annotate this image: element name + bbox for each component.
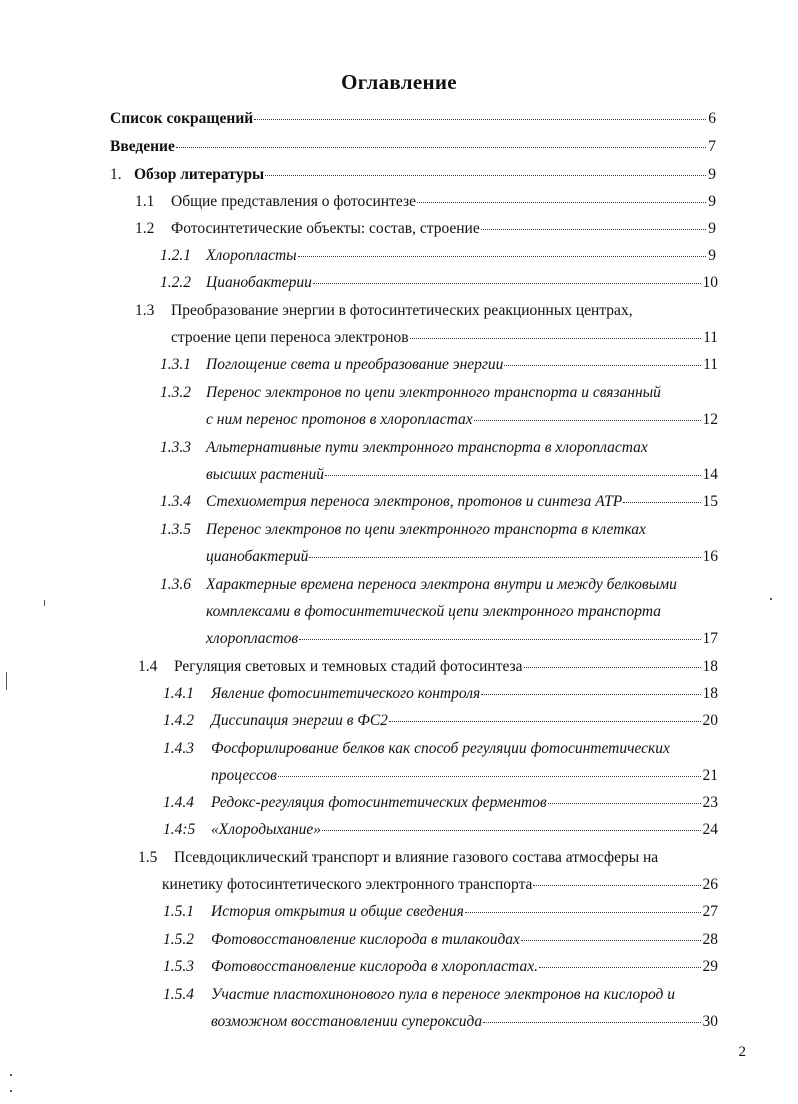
toc-entry-1-3-2-line1[interactable] — [160, 384, 661, 402]
toc-entry-number: 1.3 — [135, 302, 155, 319]
toc-entry-1-5-4-line1[interactable] — [163, 986, 675, 1004]
leader-dots — [481, 229, 707, 230]
toc-entry-number: 1.4.2 — [163, 712, 194, 729]
toc-entry-1-3-6-line1[interactable] — [160, 576, 677, 594]
leader-dots — [417, 202, 706, 203]
toc-entry-text: Фотосинтетические объекты: состав, строение — [171, 220, 480, 237]
toc-entry-number: 1.3.6 — [160, 576, 191, 593]
toc-entry-page: 9 — [708, 247, 716, 264]
toc-entry-page: 23 — [702, 794, 718, 811]
toc-entry-1-3-5-line2[interactable] — [206, 548, 718, 566]
leader-dots — [521, 940, 701, 941]
toc-entry-page: 28 — [702, 931, 718, 948]
toc-entry-1-5-line2[interactable] — [162, 876, 718, 894]
toc-entry-text: кинетику фотосинтетического электронного транспорта — [162, 876, 533, 893]
toc-entry-1-3-line2[interactable] — [171, 329, 718, 347]
toc-entry-text: Фотовосстановление кислорода в тилакоидах — [211, 931, 520, 948]
toc-entry-page: 17 — [702, 630, 718, 647]
toc-entry-number: 1.3.3 — [160, 439, 191, 456]
leader-dots — [389, 721, 701, 722]
toc-entry-1-3-3-line2[interactable] — [206, 466, 718, 484]
toc-entry-number: 1.4 — [138, 658, 158, 675]
leader-dots — [465, 912, 701, 913]
toc-entry-text: процессов — [211, 767, 277, 784]
toc-entry-text: Стехиометрия переноса электронов, протонов и синтеза АТР — [206, 493, 623, 510]
toc-entry-number: 1.3.5 — [160, 521, 191, 538]
toc-entry-page: 6 — [708, 110, 716, 127]
leader-dots — [504, 365, 701, 366]
toc-entry-1-3-5-line1[interactable] — [160, 521, 646, 539]
toc-entry-text: с ним перенос протонов в хлоропластах — [206, 411, 473, 428]
toc-entry-number: 1.3.1 — [160, 356, 191, 373]
toc-entry-text: Редокс-регуляция фотосинтетических ферментов — [211, 794, 547, 811]
leader-dots — [481, 694, 700, 695]
leader-dots — [325, 475, 701, 476]
toc-entry-1-4[interactable] — [138, 658, 718, 676]
toc-entry-abbreviations[interactable] — [110, 110, 716, 128]
toc-entry-number: 1.4.1 — [163, 685, 194, 702]
toc-entry-text: высших растений — [206, 466, 324, 483]
toc-entry-1-2-1[interactable] — [160, 247, 716, 265]
leader-dots — [410, 338, 701, 339]
toc-entry-number: 1. — [110, 166, 122, 183]
toc-entry-text: Перенос электронов по цепи электронного транспорта и связанный — [206, 384, 661, 401]
leader-dots — [539, 967, 701, 968]
toc-entry-text: Поглощение света и преобразование энергии — [206, 356, 504, 373]
leader-dots — [548, 803, 701, 804]
toc-entry-introduction[interactable] — [110, 138, 716, 156]
toc-entry-text: История открытия и общие сведения — [211, 903, 464, 920]
toc-entry-1-2-2[interactable] — [160, 274, 718, 292]
scan-speck — [770, 598, 772, 600]
toc-entry-1-4-3-line2[interactable] — [211, 767, 718, 785]
toc-entry-page: 16 — [702, 548, 718, 565]
toc-entry-1-3-6-line2[interactable] — [206, 603, 661, 621]
toc-entry-1-3-6-line3[interactable] — [206, 630, 718, 648]
toc-entry-1-3-4[interactable] — [160, 493, 718, 511]
toc-entry-page: 11 — [703, 329, 718, 346]
toc-entry-page: 9 — [708, 193, 716, 210]
toc-entry-text: Преобразование энергии в фотосинтетических реакционных центрах, — [171, 302, 633, 319]
toc-entry-number: 1.5.4 — [163, 986, 194, 1003]
leader-dots — [298, 256, 707, 257]
scan-speck — [44, 600, 45, 606]
toc-entry-1-4-2[interactable] — [163, 712, 718, 730]
toc-entry-number: 1.5.2 — [163, 931, 194, 948]
toc-entry-1-4-3-line1[interactable] — [163, 740, 670, 758]
leader-dots — [278, 776, 701, 777]
toc-entry-text: Участие пластохинонового пула в переносе электронов на кислород и — [211, 986, 675, 1003]
leader-dots — [483, 1022, 700, 1023]
toc-entry-1-1[interactable] — [135, 193, 716, 211]
toc-entry-page: 21 — [702, 767, 718, 784]
toc-entry-page: 9 — [708, 166, 716, 183]
leader-dots — [524, 667, 701, 668]
scan-speck — [10, 1074, 12, 1076]
leader-dots — [322, 830, 700, 831]
toc-entry-page: 10 — [702, 274, 718, 291]
toc-entry-page: 11 — [703, 356, 718, 373]
toc-entry-1-5-2[interactable] — [163, 931, 718, 949]
toc-entry-page: 18 — [702, 685, 718, 702]
toc-entry-number: 1.2.1 — [160, 247, 191, 264]
toc-entry-1-4-5[interactable] — [163, 821, 718, 839]
toc-entry-text: Фотовосстановление кислорода в хлоропластах. — [211, 958, 538, 975]
toc-entry-text: Альтернативные пути электронного транспорта в хлоропластах — [206, 439, 648, 456]
toc-entry-1-5-4-line2[interactable] — [211, 1013, 718, 1031]
toc-entry-text: хлоропластов — [206, 630, 299, 647]
toc-entry-text: комплексами в фотосинтетической цепи электронного транспорта — [206, 603, 661, 620]
toc-entry-text: Характерные времена переноса электрона внутри и между белковыми — [206, 576, 677, 593]
toc-entry-number: 1.4.3 — [163, 740, 194, 757]
toc-entry-text: Введение — [110, 138, 175, 155]
toc-entry-text: цианобактерий — [206, 548, 309, 565]
toc-entry-1-5-3[interactable] — [163, 958, 718, 976]
toc-entry-page: 18 — [702, 658, 718, 675]
scan-speck — [6, 672, 7, 690]
toc-entry-text: Список сокращений — [110, 110, 254, 127]
toc-entry-text: возможном восстановлении супероксида — [211, 1013, 483, 1030]
toc-entry-number: 1.2.2 — [160, 274, 191, 291]
toc-entry-number: 1.2 — [135, 220, 155, 237]
toc-entry-page: 26 — [702, 876, 718, 893]
toc-entry-text: Перенос электронов по цепи электронного транспорта в клетках — [206, 521, 646, 538]
leader-dots — [533, 885, 700, 886]
leader-dots — [176, 147, 706, 148]
toc-entry-text: Общие представления о фотосинтезе — [171, 193, 416, 210]
toc-entry-1-2[interactable] — [135, 220, 716, 238]
toc-entry-text: «Хлородыхание» — [211, 821, 322, 838]
toc-entry-number: 1.4.4 — [163, 794, 194, 811]
toc-entry-number: 1.3.2 — [160, 384, 191, 401]
toc-entry-number: 1.1 — [135, 193, 155, 210]
toc-entry-text: Хлоропласты — [206, 247, 297, 264]
page-title: Оглавление — [341, 70, 457, 94]
toc-entry-page: 27 — [702, 903, 718, 920]
toc-entry-page: 15 — [702, 493, 718, 510]
toc-entry-page: 29 — [702, 958, 718, 975]
toc-entry-page: 30 — [702, 1013, 718, 1030]
toc-entry-page: 9 — [708, 220, 716, 237]
toc-entry-text: Диссипация энергии в ФС2 — [211, 712, 388, 729]
toc-entry-page: 12 — [702, 411, 718, 428]
leader-dots — [265, 175, 706, 176]
toc-entry-1-4-4[interactable] — [163, 794, 718, 812]
toc-entry-page: 20 — [702, 712, 718, 729]
toc-entry-number: 1.5.1 — [163, 903, 194, 920]
toc-entry-text: Псевдоциклический транспорт и влияние газового состава атмосферы на — [174, 849, 659, 866]
toc-entry-number: 1.5 — [138, 849, 158, 866]
toc-entry-1-5-1[interactable] — [163, 903, 718, 921]
leader-dots — [313, 283, 701, 284]
toc-entry-page: 24 — [702, 821, 718, 838]
toc-entry-1-5-line1[interactable] — [138, 849, 658, 867]
toc-entry-1-4-1[interactable] — [163, 685, 718, 703]
toc-entry-number: 1.3.4 — [160, 493, 191, 510]
toc-entry-1[interactable] — [110, 166, 716, 184]
leader-dots — [309, 557, 700, 558]
toc-entry-number: 1.5.3 — [163, 958, 194, 975]
scan-speck — [10, 1090, 12, 1092]
leader-dots — [299, 639, 700, 640]
toc-entry-1-3-line1[interactable] — [135, 302, 633, 320]
toc-entry-text: Явление фотосинтетического контроля — [211, 685, 481, 702]
toc-entry-number: 1.4:5 — [163, 821, 196, 838]
toc-entry-1-3-2-line2[interactable] — [206, 411, 718, 429]
toc-entry-1-3-1[interactable] — [160, 356, 718, 374]
toc-entry-page: 7 — [708, 138, 716, 155]
toc-entry-text: Регуляция световых и темновых стадий фотосинтеза — [174, 658, 523, 675]
toc-entry-text: Обзор литературы — [134, 166, 265, 183]
toc-entry-text: строение цепи переноса электронов — [171, 329, 409, 346]
toc-entry-1-3-3-line1[interactable] — [160, 439, 648, 457]
leader-dots — [474, 420, 701, 421]
toc-entry-text: Фосфорилирование белков как способ регуляции фотосинтетических — [211, 740, 670, 757]
leader-dots — [623, 502, 700, 503]
leader-dots — [254, 119, 706, 120]
page-number: 2 — [738, 1044, 746, 1060]
toc-entry-text: Цианобактерии — [206, 274, 312, 291]
toc-entry-page: 14 — [702, 466, 718, 483]
